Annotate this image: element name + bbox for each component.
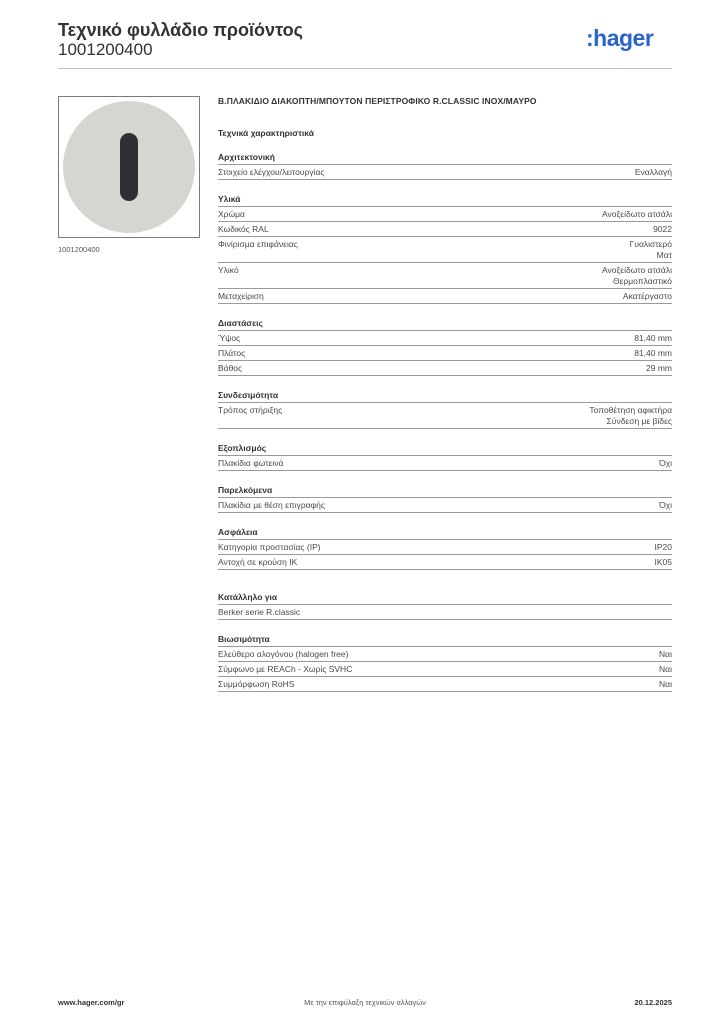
spec-value (655, 557, 673, 568)
section-title: Αρχιτεκτονική (218, 152, 672, 165)
spec-label: Στοιχείο ελέγχου/λειτουργίας (218, 167, 325, 177)
spec-value-line: Ματ (656, 250, 672, 260)
spec-value (653, 224, 672, 235)
spec-value-line: Όχι (659, 458, 672, 468)
spec-row (218, 662, 672, 677)
spec-label: Πλακίδια με θέση επιγραφής (218, 500, 325, 510)
spec-section (218, 390, 672, 429)
spec-label: Κατηγορία προστασίας (IP) (218, 542, 321, 552)
spec-label: Μεταχείριση (218, 291, 264, 301)
spec-section (218, 634, 672, 692)
spec-value-line: Ναι (659, 649, 672, 659)
spec-section (218, 318, 672, 376)
spec-section (218, 485, 672, 513)
spec-value (623, 291, 672, 302)
header-divider (58, 68, 672, 69)
spec-value-line: Γυαλιστερό (629, 239, 672, 249)
spec-value (659, 500, 672, 511)
spec-row (218, 263, 672, 289)
spec-label: Συμμόρφωση RoHS (218, 679, 295, 689)
spec-sections (218, 152, 672, 692)
section-title: Διαστάσεις (218, 318, 672, 331)
spec-value-line: Τοποθέτηση αφικτήρα (589, 405, 672, 415)
spec-row (218, 647, 672, 662)
spec-label: Berker serie R.classic (218, 607, 301, 617)
spec-value-line: Θερμοπλαστικό (612, 276, 672, 286)
spec-value (634, 333, 672, 344)
spec-value-line: Ανοξείδωτο ατσάλι (601, 209, 672, 219)
spec-row (218, 605, 672, 620)
spec-value-line: Σύνδεση με βίδες (606, 416, 672, 426)
hager-logo (586, 26, 672, 52)
spec-row (218, 237, 672, 263)
spec-value (655, 542, 673, 553)
footer-notice: Με την επιφύλαξη τεχνικών αλλαγών (304, 998, 426, 1007)
spec-row (218, 165, 672, 180)
section-title: Συνδεσιμότητα (218, 390, 672, 403)
spec-row (218, 222, 672, 237)
spec-value (630, 239, 672, 261)
footer-website: www.hager.com/gr (58, 998, 125, 1007)
spec-section (218, 194, 672, 304)
section-title: Εξοπλισμός (218, 443, 672, 456)
product-image (58, 96, 200, 238)
spec-label: Βάθος (218, 363, 243, 373)
spec-label: Τρόπος στήριξης (218, 405, 283, 415)
document-number: 1001200400 (58, 40, 153, 59)
spec-row (218, 346, 672, 361)
spec-value (646, 363, 672, 374)
spec-section (218, 443, 672, 471)
spec-value-line: Εναλλαγή (634, 167, 672, 177)
section-title: Παρελκόμενα (218, 485, 672, 498)
spec-value-line: Ναι (659, 664, 672, 674)
image-caption: 1001200400 (58, 245, 100, 254)
spec-value-line: Ακατέργαστο (622, 291, 672, 301)
spec-value (602, 265, 672, 287)
document-title: Τεχνικό φυλλάδιο προϊόντος (58, 20, 303, 40)
spec-row (218, 555, 672, 570)
spec-label: Πλακίδια φωτεινά (218, 458, 284, 468)
spec-row (218, 207, 672, 222)
spec-row (218, 331, 672, 346)
spec-value-line: Ανοξείδωτο ατσάλι (601, 265, 672, 275)
spec-row (218, 540, 672, 555)
spec-row (218, 498, 672, 513)
spec-value (589, 405, 672, 427)
spec-row (218, 403, 672, 429)
spec-label: Ελεύθερο αλογόνου (halogen free) (218, 649, 349, 659)
spec-section (218, 152, 672, 180)
spec-value-line: 81,40 mm (634, 348, 672, 358)
spec-value (659, 679, 672, 690)
spec-row (218, 289, 672, 304)
product-photo (59, 97, 199, 237)
spec-label: Κωδικός RAL (218, 224, 269, 234)
spec-value (635, 167, 672, 178)
spec-value-line: 81,40 mm (634, 333, 672, 343)
spec-value-line: IK05 (654, 557, 672, 567)
spec-label: Υλικό (218, 265, 239, 275)
spec-label: Φινίρισμα επιφάνειας (218, 239, 298, 249)
spec-label: Ύψος (218, 333, 241, 343)
technical-characteristics-title: Τεχνικά χαρακτηριστικά (218, 128, 314, 138)
spec-value (634, 348, 672, 359)
spec-label: Χρώμα (218, 209, 245, 219)
section-title: Ασφάλεια (218, 527, 672, 540)
spec-label: Πλάτος (218, 348, 246, 358)
spec-value-line: Όχι (659, 500, 672, 510)
spec-value-line: Ναι (659, 679, 672, 689)
rotary-knob (120, 133, 138, 201)
footer-date: 20.12.2025 (634, 998, 672, 1007)
spec-label: Αντοχή σε κρούση IK (218, 557, 298, 567)
section-title: Κατάλληλο για (218, 592, 672, 605)
product-details (218, 96, 672, 692)
section-title: Υλικά (218, 194, 672, 207)
spec-value (659, 458, 672, 469)
spec-section (218, 592, 672, 620)
spec-row (218, 361, 672, 376)
spec-section (218, 527, 672, 570)
spec-value-line: 9022 (653, 224, 672, 234)
spec-value-line: 29 mm (646, 363, 672, 373)
spec-value (659, 664, 672, 675)
page-header (58, 20, 672, 68)
spec-label: Σύμφωνο με REACh - Χωρίς SVHC (218, 664, 353, 674)
spec-row (218, 677, 672, 692)
spec-value (659, 649, 672, 660)
spec-value (602, 209, 672, 220)
svg-text::hager: :hager (586, 26, 654, 51)
product-title: Β.ΠΛΑΚΙΔΙΟ ΔΙΑΚΟΠΤΗ/ΜΠΟΥΤΟΝ ΠΕΡΙΣΤΡΟΦΙΚΟ R.CLASSIC INOX/ΜΑΥΡΟ (218, 96, 537, 106)
spec-value-line: IP20 (654, 542, 672, 552)
spec-row (218, 456, 672, 471)
section-title: Βιωσιμότητα (218, 634, 672, 647)
